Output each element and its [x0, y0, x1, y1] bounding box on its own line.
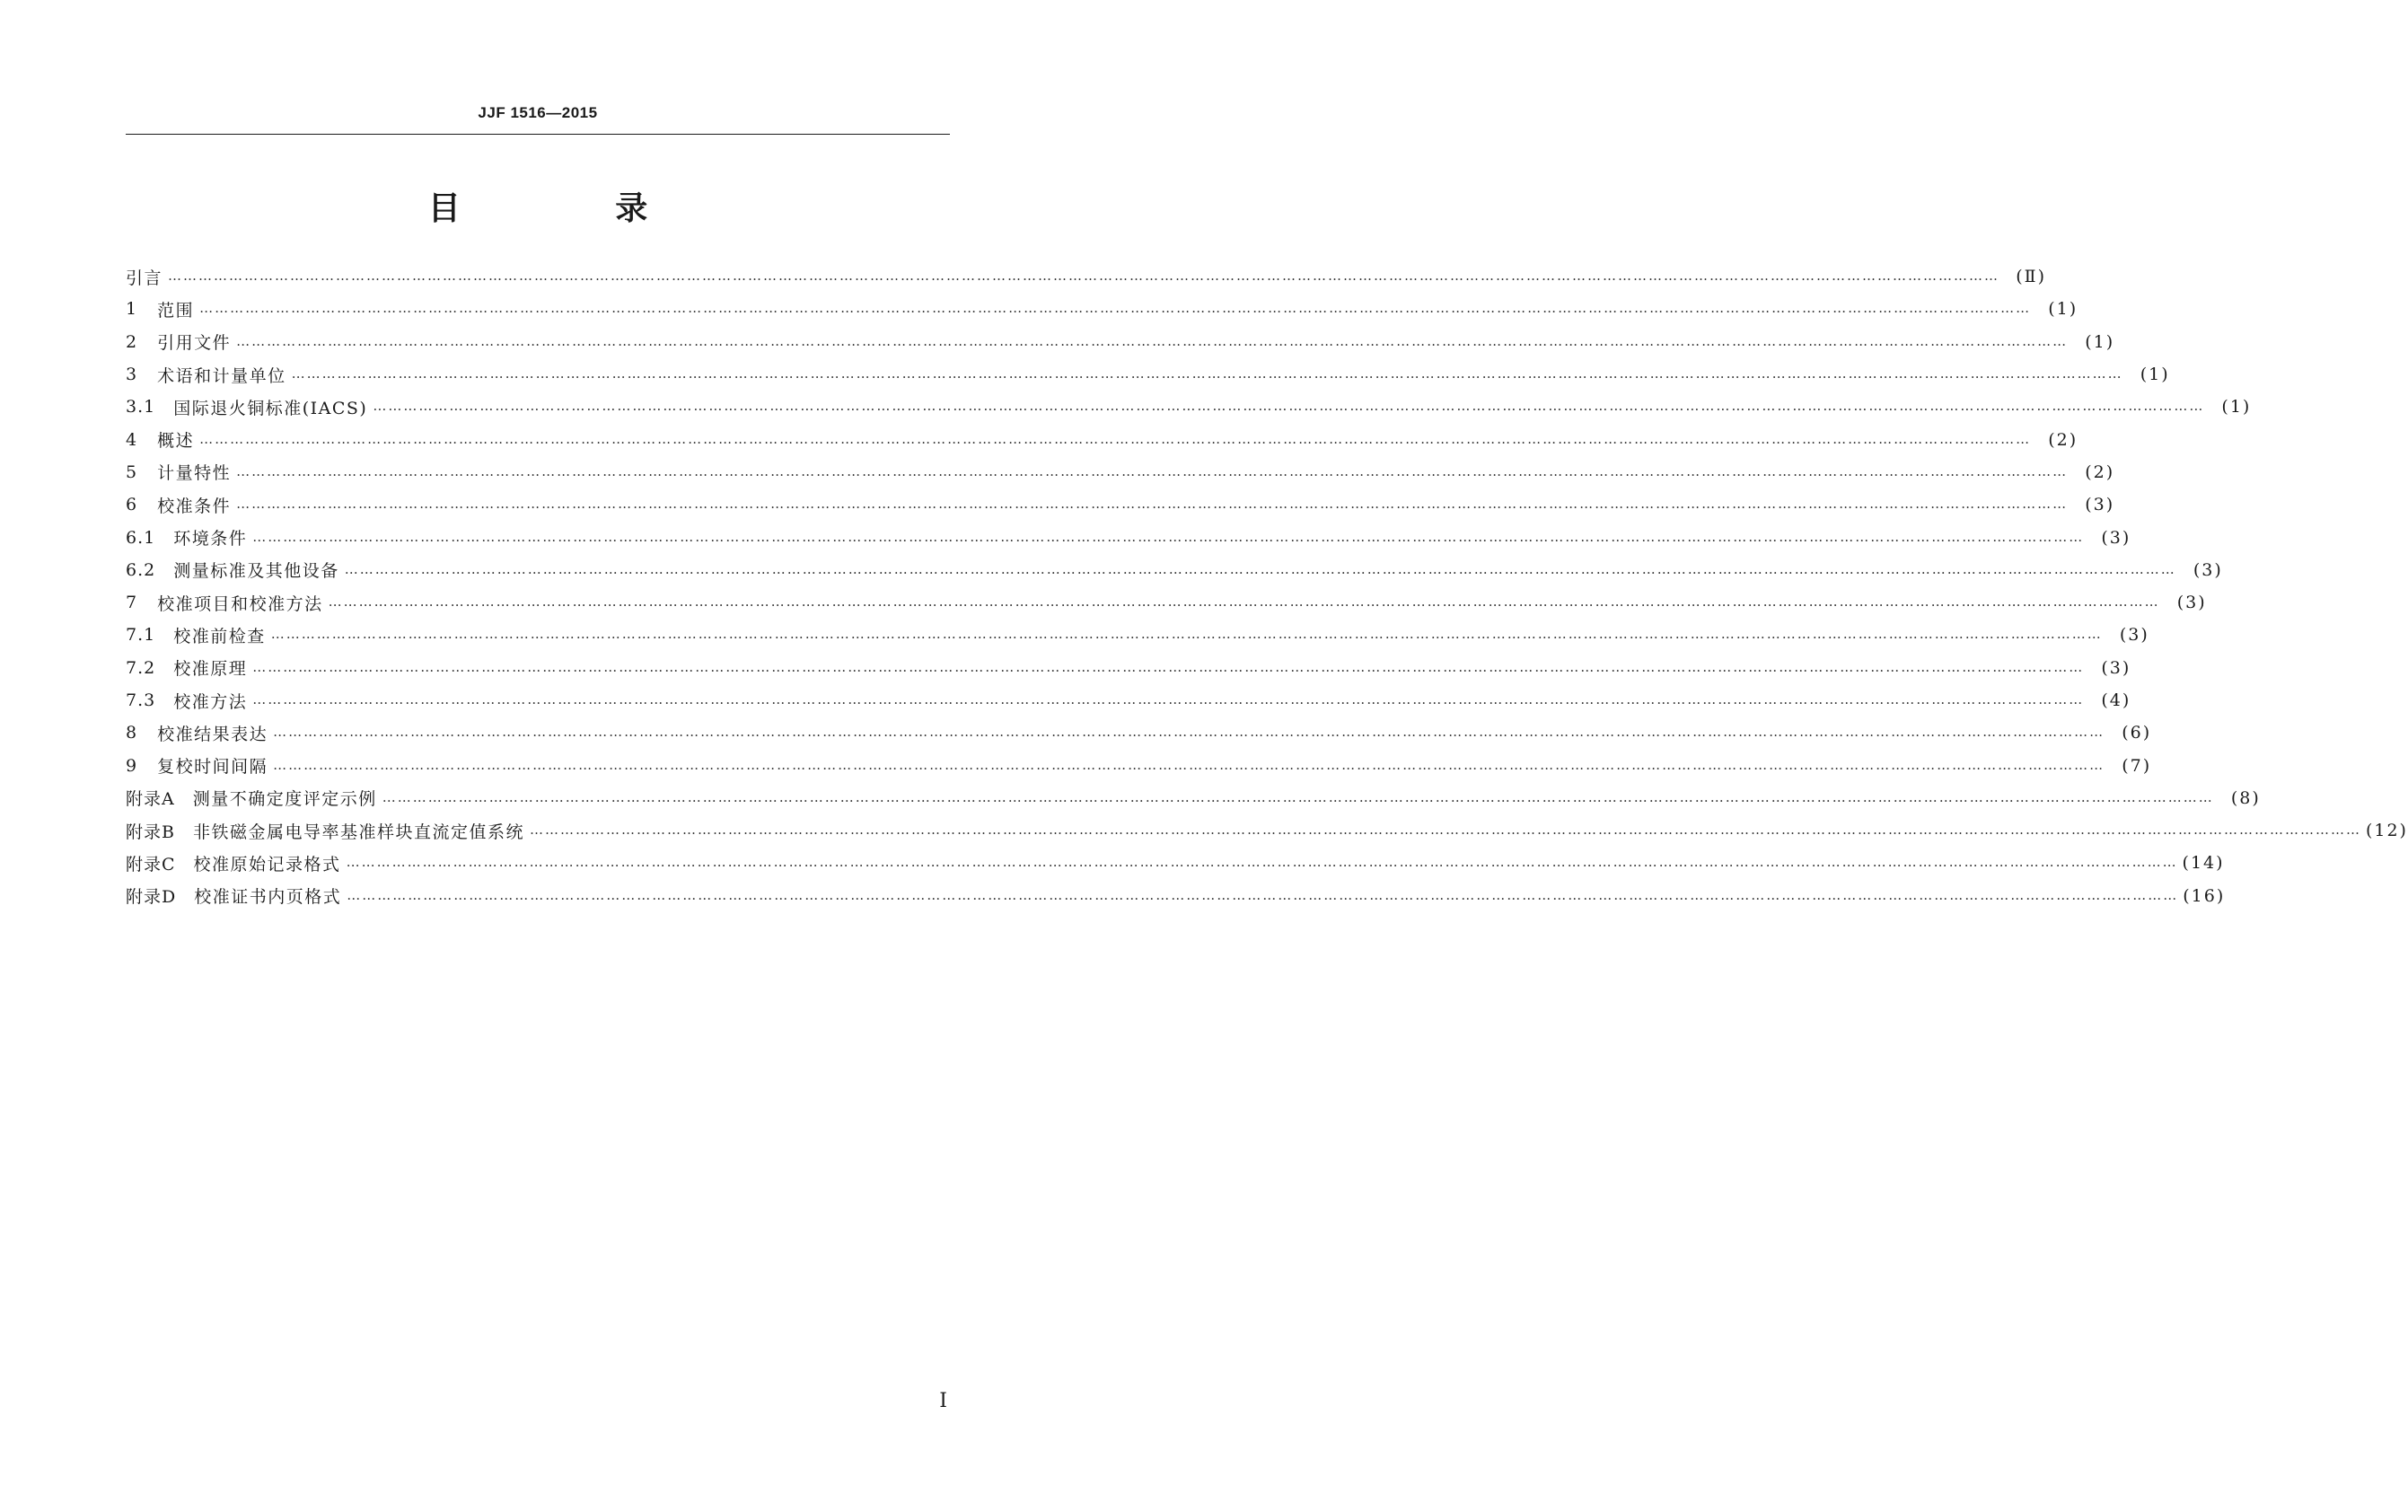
toc-entry-number: 8: [126, 723, 138, 743]
toc-entry-number: 5: [126, 462, 138, 482]
toc-entry-page: (14): [2182, 853, 2225, 874]
toc-entry-page: (2): [2048, 429, 2078, 450]
toc-entry-page: (1): [2085, 331, 2115, 352]
toc-entry-label: 校准前检查: [173, 626, 266, 646]
dot-leader: ………………………………………………………………………………………………………………………………………………………………………………………………………………………………………………………………………………………………………………………………: [252, 528, 2085, 545]
toc-entry-label: 计量特性: [157, 463, 232, 484]
toc-entry-page: (3): [2176, 593, 2207, 613]
toc-entry-number: 7: [126, 593, 138, 613]
toc-entry-label: 校准项目和校准方法: [157, 593, 323, 614]
toc-entry[interactable]: [126, 293, 2078, 325]
toc-entry-number: 7.1: [126, 625, 156, 646]
toc-entry[interactable]: [126, 814, 2408, 847]
toc-entry-label: 引言: [126, 268, 163, 288]
toc-entry[interactable]: [126, 586, 2207, 619]
toc-entry-number: 7.2: [126, 657, 156, 678]
dot-leader: ………………………………………………………………………………………………………………………………………………………………………………………………………………………………………………………………………………………………………………………………: [236, 332, 2069, 349]
toc-entry[interactable]: [126, 619, 2149, 651]
toc-entry[interactable]: [126, 423, 2078, 455]
toc-entry-number: 4: [126, 429, 138, 450]
toc-entry-page: (16): [2183, 885, 2226, 906]
toc-entry[interactable]: [126, 880, 2226, 912]
toc-entry-page: (8): [2230, 787, 2261, 808]
toc-entry-page: (3): [2119, 625, 2149, 646]
dot-leader: ………………………………………………………………………………………………………………………………………………………………………………………………………………………………………………………………………………………………………………………………: [346, 854, 2178, 871]
toc-entry[interactable]: [126, 847, 2225, 879]
dot-leader: ………………………………………………………………………………………………………………………………………………………………………………………………………………………………………………………………………………………………………………………………: [273, 724, 2105, 741]
toc-entry-label: 校准原理: [173, 659, 248, 680]
toc-entry-label: 范围: [157, 300, 195, 321]
toc-entry-number: 3.1: [126, 397, 156, 418]
dot-leader: ………………………………………………………………………………………………………………………………………………………………………………………………………………………………………………………………………………………………………………………………: [252, 658, 2085, 675]
toc-entry-page: (4): [2101, 690, 2131, 710]
toc-entry-number: 6.2: [126, 559, 156, 580]
toc-entry-label: 复校时间间隔: [157, 757, 268, 778]
dot-leader: ………………………………………………………………………………………………………………………………………………………………………………………………………………………………………………………………………………………………………………………………: [236, 496, 2069, 513]
toc-entry-page: (3): [2101, 657, 2131, 678]
dot-leader: ………………………………………………………………………………………………………………………………………………………………………………………………………………………………………………………………………………………………………………………………: [199, 430, 2032, 447]
header-divider: [126, 134, 950, 135]
table-of-contents: [126, 260, 2408, 912]
dot-leader: ………………………………………………………………………………………………………………………………………………………………………………………………………………………………………………………………………………………………………………………………: [382, 788, 2214, 805]
toc-entry[interactable]: [126, 652, 2131, 684]
document-code-header: JJF 1516—2015: [478, 104, 598, 121]
dot-leader: ………………………………………………………………………………………………………………………………………………………………………………………………………………………………………………………………………………………………………………………………: [373, 398, 2205, 415]
toc-entry[interactable]: [126, 326, 2115, 358]
toc-entry-label: 校准条件: [157, 496, 232, 516]
toc-entry-label: 测量不确定度评定示例: [192, 789, 377, 810]
toc-entry-number: 附录C: [126, 854, 176, 875]
toc-entry[interactable]: [126, 554, 2223, 586]
dot-leader: ………………………………………………………………………………………………………………………………………………………………………………………………………………………………………………………………………………………………………………………………: [236, 462, 2069, 479]
toc-entry-label: 国际退火铜标准(IACS): [173, 398, 368, 418]
toc-entry-page: (7): [2122, 755, 2152, 776]
page-number: Ⅰ: [939, 1390, 947, 1412]
toc-entry-page: (Ⅱ): [2016, 267, 2047, 287]
toc-entry-label: 引用文件: [157, 333, 232, 354]
toc-entry-page: (2): [2085, 462, 2115, 482]
toc-entry-number: 1: [126, 299, 138, 320]
toc-entry[interactable]: [126, 684, 2131, 716]
dot-leader: ………………………………………………………………………………………………………………………………………………………………………………………………………………………………………………………………………………………………………………………………: [273, 756, 2105, 773]
toc-entry-page: (12): [2365, 821, 2408, 841]
dot-leader: ………………………………………………………………………………………………………………………………………………………………………………………………………………………………………………………………………………………………………………………………: [291, 365, 2123, 382]
dot-leader: ………………………………………………………………………………………………………………………………………………………………………………………………………………………………………………………………………………………………………………………………: [344, 560, 2176, 577]
toc-entry-page: (1): [2140, 365, 2170, 385]
toc-entry-page: (6): [2122, 723, 2152, 743]
toc-entry[interactable]: [126, 456, 2115, 488]
toc-entry[interactable]: [126, 782, 2261, 814]
toc-entry-number: 9: [126, 755, 138, 776]
toc-entry-label: 测量标准及其他设备: [173, 561, 339, 582]
toc-entry-page: (1): [2048, 299, 2078, 320]
dot-leader: ………………………………………………………………………………………………………………………………………………………………………………………………………………………………………………………………………………………………………………………………: [252, 691, 2085, 708]
toc-entry-page: (1): [2221, 397, 2252, 418]
toc-entry-number: 附录A: [126, 789, 175, 810]
toc-entry-page: (3): [2085, 495, 2115, 515]
toc-entry-number: 7.3: [126, 690, 156, 710]
dot-leader: ………………………………………………………………………………………………………………………………………………………………………………………………………………………………………………………………………………………………………………………………: [270, 626, 2103, 643]
toc-entry[interactable]: [126, 749, 2152, 781]
dot-leader: ………………………………………………………………………………………………………………………………………………………………………………………………………………………………………………………………………………………………………………………………: [529, 822, 2361, 839]
toc-entry-page: (3): [2193, 559, 2223, 580]
toc-entry-label: 校准方法: [173, 691, 248, 712]
toc-entry[interactable]: [126, 716, 2152, 749]
dot-leader: ………………………………………………………………………………………………………………………………………………………………………………………………………………………………………………………………………………………………………………………………: [347, 886, 2179, 903]
toc-entry-label: 校准结果表达: [157, 724, 268, 744]
toc-entry-page: (3): [2101, 527, 2131, 548]
toc-entry-number: 附录D: [126, 887, 177, 908]
toc-entry-number: 3: [126, 365, 138, 385]
toc-entry-label: 非铁磁金属电导率基准样块直流定值系统: [192, 822, 524, 842]
toc-entry-label: 校准证书内页格式: [194, 887, 342, 908]
toc-entry[interactable]: [126, 391, 2252, 423]
toc-entry-label: 术语和计量单位: [157, 365, 286, 386]
toc-title: 目 录: [427, 190, 720, 227]
toc-entry-label: 概述: [157, 431, 195, 452]
dot-leader: ………………………………………………………………………………………………………………………………………………………………………………………………………………………………………………………………………………………………………………………………: [199, 300, 2032, 317]
toc-entry[interactable]: [126, 521, 2131, 553]
toc-entry-number: 6.1: [126, 527, 156, 548]
toc-entry-number: 6: [126, 495, 138, 515]
toc-entry[interactable]: [126, 488, 2115, 521]
dot-leader: ………………………………………………………………………………………………………………………………………………………………………………………………………………………………………………………………………………………………………………………………: [168, 268, 2000, 285]
dot-leader: ………………………………………………………………………………………………………………………………………………………………………………………………………………………………………………………………………………………………………………………………: [328, 593, 2160, 611]
toc-entry-number: 附录B: [126, 822, 175, 842]
toc-entry[interactable]: [126, 260, 2047, 293]
toc-entry[interactable]: [126, 358, 2170, 391]
toc-entry-label: 校准原始记录格式: [193, 854, 341, 875]
toc-entry-label: 环境条件: [173, 529, 248, 549]
toc-entry-number: 2: [126, 331, 138, 352]
